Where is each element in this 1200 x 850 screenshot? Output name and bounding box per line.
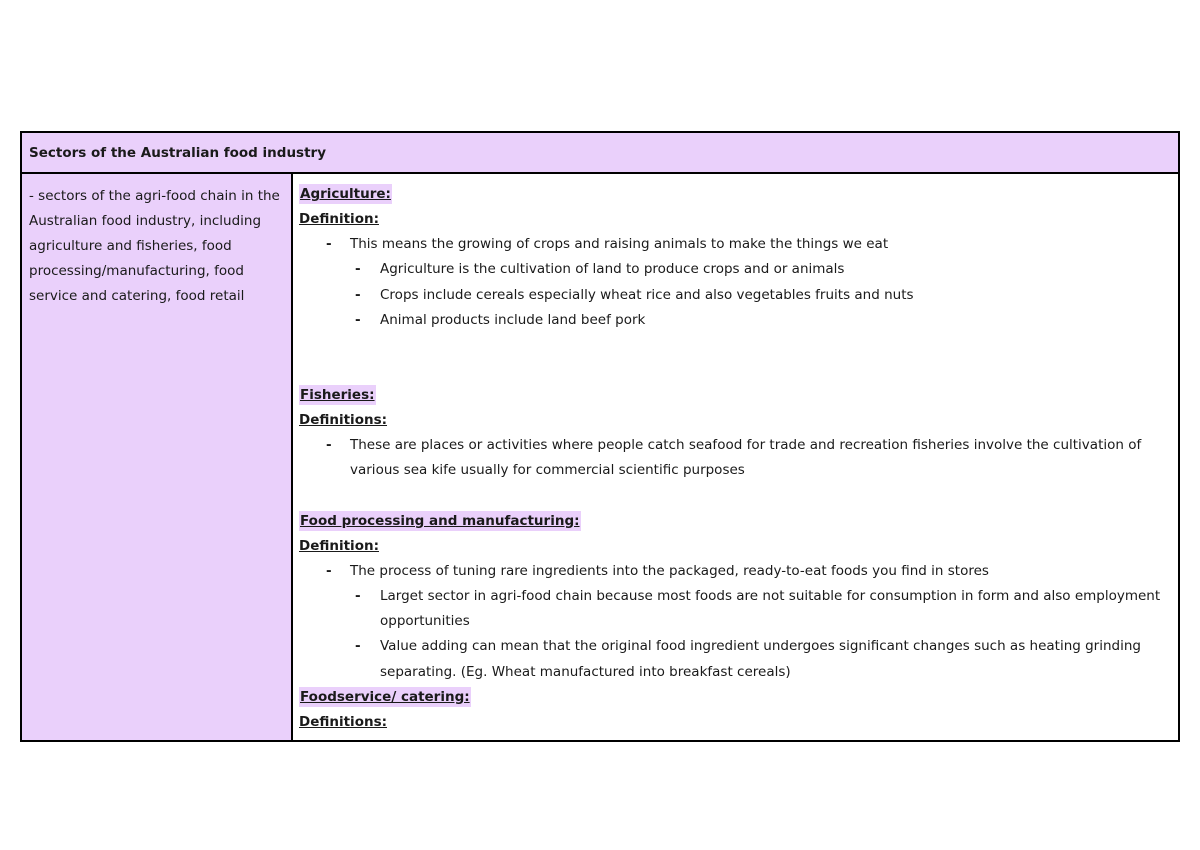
fisheries-heading: Fisheries: <box>300 387 375 404</box>
foodservice-section <box>299 685 1168 735</box>
agriculture-list <box>299 232 1168 333</box>
list-item <box>350 634 1168 684</box>
processing-sublist <box>350 584 1168 685</box>
agriculture-heading: Agriculture: <box>300 186 391 202</box>
processing-subpoint: - Value adding can mean that the original food ingredient undergoes significant changes such as heating grinding separating. (Eg. Wheat manufactured into breakfast cereals) <box>380 638 1141 679</box>
agriculture-sublist <box>350 257 1168 333</box>
list-item <box>350 257 1168 282</box>
list-item <box>350 308 1168 333</box>
foodservice-heading: Foodservice/ catering: <box>300 688 470 705</box>
spacer <box>299 484 1168 509</box>
agriculture-section <box>299 182 1168 333</box>
agriculture-subpoint: - Animal products include land beef pork <box>380 312 645 328</box>
table-title-row <box>22 133 1178 174</box>
fisheries-definition-label: Definitions: <box>299 412 388 429</box>
processing-heading: Food processing and manufacturing: <box>300 512 580 529</box>
processing-subpoint: - Larget sector in agri-food chain because most foods are not suitable for consumption in form and also employment opportunities <box>380 588 1160 629</box>
spacer <box>299 333 1168 383</box>
sectors-table <box>20 131 1180 742</box>
agriculture-subpoint: - Agriculture is the cultivation of land to produce crops and or animals <box>380 261 844 277</box>
fisheries-section <box>299 383 1168 484</box>
processing-list <box>299 559 1168 685</box>
table-body-row <box>22 174 1178 740</box>
list-item <box>299 559 1168 685</box>
table-title: Sectors of the Australian food industry <box>29 144 327 161</box>
notes-cell <box>293 174 1178 740</box>
agriculture-point: - This means the growing of crops and raising animals to make the things we eat <box>350 236 888 252</box>
foodservice-definition-label: Definitions: <box>299 714 388 731</box>
fisheries-list <box>299 433 1168 483</box>
processing-point: - The process of tuning rare ingredients into the packaged, ready-to-eat foods you find in stores <box>350 563 989 579</box>
list-item <box>350 283 1168 308</box>
list-item <box>350 584 1168 634</box>
syllabus-cell <box>22 174 293 740</box>
syllabus-text: - sectors of the agri-food chain in the Australian food industry, including agriculture and fisheries, food processing/manufacturing, food service and catering, food retail <box>29 188 280 304</box>
agriculture-definition-label: Definition: <box>299 211 379 228</box>
processing-definition-label: Definition: <box>299 537 379 554</box>
processing-section <box>299 509 1168 685</box>
agriculture-subpoint: - Crops include cereals especially wheat rice and also vegetables fruits and nuts <box>380 287 914 303</box>
list-item <box>299 433 1168 483</box>
list-item <box>299 232 1168 333</box>
fisheries-point: - These are places or activities where people catch seafood for trade and recreation fisheries involve the cultivation of various sea kife usually for commercial scientific purposes <box>350 437 1141 478</box>
